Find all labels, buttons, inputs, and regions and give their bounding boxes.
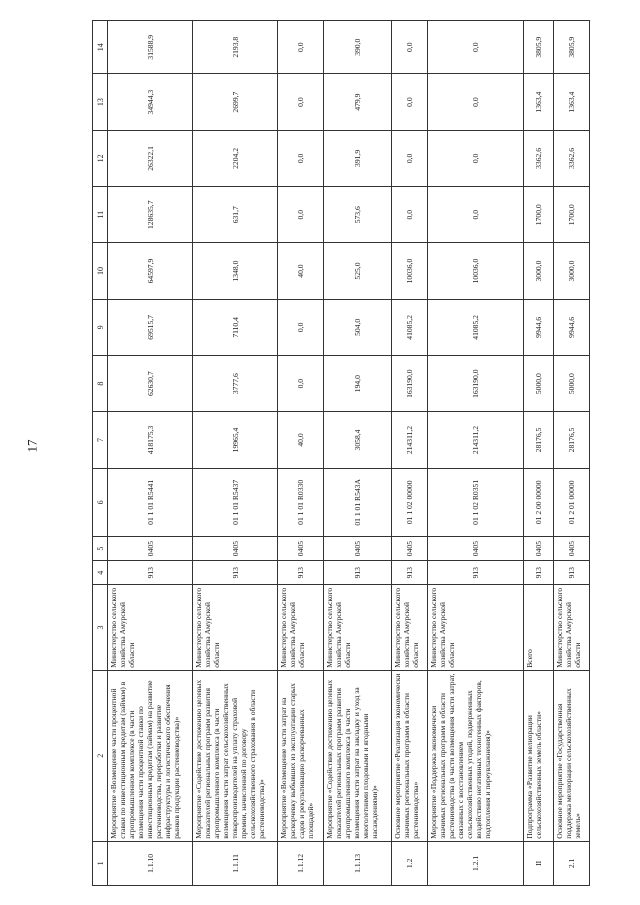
row-id: II (524, 841, 554, 885)
header-cell: 12 (93, 130, 108, 186)
row-rzpr: 0405 (324, 537, 392, 561)
row-value: 3805,9 (554, 21, 590, 74)
row-csr: 01 1 01 R5437 (193, 468, 278, 536)
row-value: 9944,6 (524, 299, 554, 355)
row-value: 418175,3 (108, 412, 193, 468)
table-row (524, 21, 554, 886)
row-value: 1700,0 (524, 187, 554, 243)
row-value: 0,0 (428, 74, 524, 130)
header-cell: 1 (93, 841, 108, 885)
row-grbs: 913 (278, 561, 324, 585)
row-value: 41085,2 (428, 299, 524, 355)
row-value: 0,0 (428, 130, 524, 186)
page-number: 17 (24, 439, 40, 453)
row-value: 214311,2 (428, 412, 524, 468)
row-value: 64597,9 (108, 243, 193, 299)
row-value: 40,0 (278, 412, 324, 468)
row-value: 1700,0 (554, 187, 590, 243)
table-viewport (92, 20, 634, 886)
table-row (554, 21, 590, 886)
row-value: 0,0 (278, 130, 324, 186)
row-name: Мероприятие «Поддержка экономически значимых региональных программ в области растениеводства (в части возмещения части затрат, связанных с восстановлением сельскохозяйственных угодий, подверженных воздействию негативных техногенных факторов, подтопления и переувлажнения)» (428, 670, 524, 841)
rotated-page (92, 20, 634, 886)
row-value: 3362,6 (554, 130, 590, 186)
row-value: 194,0 (324, 356, 392, 412)
row-value: 163190,0 (428, 356, 524, 412)
row-rzpr: 0405 (554, 537, 590, 561)
table-row (324, 21, 392, 886)
header-cell: 14 (93, 21, 108, 74)
row-value: 525,0 (324, 243, 392, 299)
header-cell: 11 (93, 187, 108, 243)
row-value: 0,0 (428, 21, 524, 74)
table-row (108, 21, 193, 886)
header-cell: 13 (93, 74, 108, 130)
row-id: 1.1.13 (324, 841, 392, 885)
row-rzpr: 0405 (428, 537, 524, 561)
row-executor: Министерство сельского хозяйства Амурской области (554, 585, 590, 670)
row-name: Основное мероприятие «Реализация экономически значимых региональных программ в области растениеводства» (392, 670, 428, 841)
row-value: 0,0 (392, 187, 428, 243)
table-row (278, 21, 324, 886)
row-value: 7110,4 (193, 299, 278, 355)
row-value: 3777,6 (193, 356, 278, 412)
table-row (193, 21, 278, 886)
row-executor: Министерство сельского хозяйства Амурской области (324, 585, 392, 670)
row-rzpr: 0405 (392, 537, 428, 561)
row-csr: 01 1 02 R0351 (428, 468, 524, 536)
row-value: 3000,0 (554, 243, 590, 299)
row-executor: Министерство сельского хозяйства Амурской области (108, 585, 193, 670)
row-name: Мероприятие «Содействие достижению целевых показателей региональных программ развития агропромышленного комплекса (в части возмещения части затрат на закладку и уход за многолетними плодовыми и ягодными насаждениями)» (324, 670, 392, 841)
row-value: 5000,0 (554, 356, 590, 412)
row-value: 573,6 (324, 187, 392, 243)
row-csr: 01 2 01 00000 (554, 468, 590, 536)
row-grbs: 913 (324, 561, 392, 585)
row-name: Мероприятие «Возмещение части процентной ставки по инвестиционным кредитам (займам) в агропромышленном комплексе (в части возмещения части процентной ставки по инвестиционным кредитам (займам) на развитие растениеводства, переработки и развитие инфраструктуры и логистического обеспечения рынков продукции растениеводства)» (108, 670, 193, 841)
table-row (428, 21, 524, 886)
row-value: 28176,5 (554, 412, 590, 468)
row-id: 1.1.10 (108, 841, 193, 885)
row-value: 0,0 (278, 21, 324, 74)
row-value: 0,0 (392, 130, 428, 186)
header-cell: 5 (93, 537, 108, 561)
row-value: 3058,4 (324, 412, 392, 468)
row-value: 10036,0 (392, 243, 428, 299)
row-value: 0,0 (428, 187, 524, 243)
row-id: 1.2.1 (428, 841, 524, 885)
row-value: 0,0 (278, 187, 324, 243)
row-csr: 01 1 01 R0330 (278, 468, 324, 536)
budget-table (92, 20, 590, 886)
row-name: Основное мероприятие «Государственная поддержка мелиорации сельскохозяйственных земель» (554, 670, 590, 841)
row-value: 1363,4 (554, 74, 590, 130)
row-executor: Министерство сельского хозяйства Амурской области (392, 585, 428, 670)
row-executor: Министерство сельского хозяйства Амурской области (428, 585, 524, 670)
row-name: Мероприятие «Возмещение части затрат на раскорчевку выбывших из эксплуатации старых садов и рекультивацию раскорчеванных площадей» (278, 670, 324, 841)
row-value: 0,0 (392, 74, 428, 130)
row-csr: 01 1 01 R543A (324, 468, 392, 536)
row-name: Мероприятие «Содействие достижению целевых показателей региональных программ развития агропромышленного комплекса (в части возмещения части затрат сельскохозяйственных товаропроизводителей на уплату страховой премии, начисленной по договору сельскохозяйственного страхования в области растениеводства)» (193, 670, 278, 841)
header-cell: 9 (93, 299, 108, 355)
row-value: 504,0 (324, 299, 392, 355)
row-value: 28176,5 (524, 412, 554, 468)
row-name: Подпрограмма «Развитие мелиорации сельскохозяйственных земель области» (524, 670, 554, 841)
row-value: 41085,2 (392, 299, 428, 355)
row-csr: 01 1 01 R5441 (108, 468, 193, 536)
row-value: 31588,9 (108, 21, 193, 74)
row-value: 163190,0 (392, 356, 428, 412)
header-cell: 4 (93, 561, 108, 585)
row-csr: 01 2 00 00000 (524, 468, 554, 536)
row-value: 69515,7 (108, 299, 193, 355)
row-value: 26322,1 (108, 130, 193, 186)
table-row (392, 21, 428, 886)
row-value: 128635,7 (108, 187, 193, 243)
row-id: 2.1 (554, 841, 590, 885)
row-executor: Министерство сельского хозяйства Амурской области (193, 585, 278, 670)
row-value: 2193,8 (193, 21, 278, 74)
row-value: 390,0 (324, 21, 392, 74)
row-value: 479,9 (324, 74, 392, 130)
row-value: 3000,0 (524, 243, 554, 299)
row-value: 34944,3 (108, 74, 193, 130)
row-value: 9944,6 (554, 299, 590, 355)
header-cell: 3 (93, 585, 108, 670)
row-value: 5000,0 (524, 356, 554, 412)
row-rzpr: 0405 (524, 537, 554, 561)
row-value: 10036,0 (428, 243, 524, 299)
row-value: 0,0 (392, 21, 428, 74)
row-grbs: 913 (554, 561, 590, 585)
row-value: 3362,6 (524, 130, 554, 186)
row-value: 2699,7 (193, 74, 278, 130)
row-value: 0,0 (278, 299, 324, 355)
row-grbs: 913 (524, 561, 554, 585)
row-value: 2204,2 (193, 130, 278, 186)
header-cell: 8 (93, 356, 108, 412)
header-row (93, 21, 108, 886)
row-value: 0,0 (278, 74, 324, 130)
row-value: 3805,9 (524, 21, 554, 74)
row-rzpr: 0405 (108, 537, 193, 561)
header-cell: 7 (93, 412, 108, 468)
row-executor: Всего (524, 585, 554, 670)
row-id: 1.1.12 (278, 841, 324, 885)
row-value: 1363,4 (524, 74, 554, 130)
header-cell: 6 (93, 468, 108, 536)
row-value: 19965,4 (193, 412, 278, 468)
row-value: 1348,0 (193, 243, 278, 299)
row-grbs: 913 (108, 561, 193, 585)
row-grbs: 913 (193, 561, 278, 585)
row-value: 40,0 (278, 243, 324, 299)
row-rzpr: 0405 (193, 537, 278, 561)
row-grbs: 913 (428, 561, 524, 585)
row-rzpr: 0405 (278, 537, 324, 561)
row-csr: 01 1 02 00000 (392, 468, 428, 536)
row-id: 1.2 (392, 841, 428, 885)
row-executor: Министерство сельского хозяйства Амурской области (278, 585, 324, 670)
header-cell: 2 (93, 670, 108, 841)
row-id: 1.1.11 (193, 841, 278, 885)
header-cell: 10 (93, 243, 108, 299)
row-value: 631,7 (193, 187, 278, 243)
row-value: 0,0 (278, 356, 324, 412)
row-value: 391,9 (324, 130, 392, 186)
row-value: 214311,2 (392, 412, 428, 468)
row-grbs: 913 (392, 561, 428, 585)
row-value: 62630,7 (108, 356, 193, 412)
